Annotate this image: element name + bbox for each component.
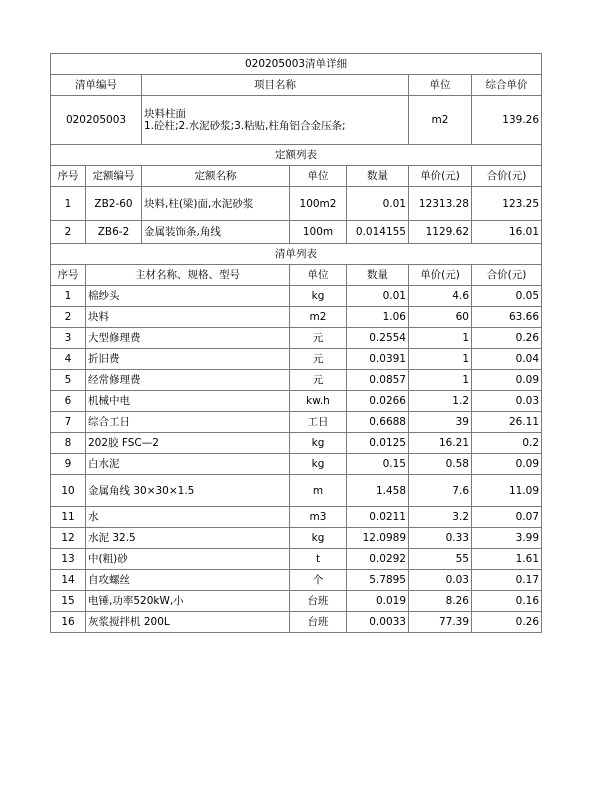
material-qty: 0.0125 [347,433,409,454]
material-row [51,433,542,454]
quota-total: 16.01 [472,221,542,244]
material-name: 202胶 FSC—2 [86,433,290,454]
material-price: 0.58 [409,454,472,475]
material-qty: 0.0033 [347,612,409,633]
material-unit: 元 [290,349,347,370]
material-no: 8 [51,433,86,454]
material-qty: 0.0292 [347,549,409,570]
material-header-total: 合价(元) [472,265,542,286]
material-total: 3.99 [472,528,542,549]
material-name: 灰浆搅拌机 200L [86,612,290,633]
material-row [51,528,542,549]
material-qty: 5.7895 [347,570,409,591]
material-header-name: 主材名称、规格、型号 [86,265,290,286]
material-total: 0.05 [472,286,542,307]
material-qty: 0.15 [347,454,409,475]
material-price: 77.39 [409,612,472,633]
material-unit: 台班 [290,591,347,612]
material-unit: 个 [290,570,347,591]
material-unit: kg [290,286,347,307]
material-no: 3 [51,328,86,349]
material-total: 0.16 [472,591,542,612]
material-qty: 0.0857 [347,370,409,391]
quota-section-title: 定额列表 [51,145,542,166]
quota-name: 金属装饰条,角线 [142,221,290,244]
material-name: 电锤,功率520kW,小 [86,591,290,612]
material-name: 折旧费 [86,349,290,370]
material-no: 2 [51,307,86,328]
material-qty: 0.6688 [347,412,409,433]
material-no: 6 [51,391,86,412]
quota-header-qty: 数量 [347,166,409,187]
material-total: 0.09 [472,370,542,391]
material-name: 水泥 32.5 [86,528,290,549]
material-unit: kg [290,528,347,549]
material-header-no: 序号 [51,265,86,286]
bill-item-name [142,96,409,145]
bill-unit: m2 [409,96,472,145]
material-header-unit: 单位 [290,265,347,286]
quota-unit: 100m2 [290,187,347,221]
material-unit: m3 [290,507,347,528]
material-no: 11 [51,507,86,528]
material-name: 块料 [86,307,290,328]
material-total: 1.61 [472,549,542,570]
material-row [51,591,542,612]
material-qty: 0.0266 [347,391,409,412]
material-price: 1 [409,349,472,370]
material-price: 1 [409,328,472,349]
material-no: 9 [51,454,86,475]
material-qty: 1.06 [347,307,409,328]
material-row [51,349,542,370]
material-qty: 0.01 [347,286,409,307]
material-total: 0.26 [472,328,542,349]
material-unit: kg [290,454,347,475]
material-unit: m [290,475,347,507]
bill-detail-table [50,53,542,633]
material-total: 0.2 [472,433,542,454]
quota-header-unit: 单位 [290,166,347,187]
material-total: 0.07 [472,507,542,528]
page-title: 020205003清单详细 [51,54,542,75]
material-name: 机械中电 [86,391,290,412]
material-name: 中(粗)砂 [86,549,290,570]
material-row [51,370,542,391]
material-no: 13 [51,549,86,570]
material-row [51,612,542,633]
header-item-name: 项目名称 [142,75,409,96]
material-qty: 0.0211 [347,507,409,528]
material-no: 14 [51,570,86,591]
quota-header-no: 序号 [51,166,86,187]
bill-code: 020205003 [51,96,142,145]
material-no: 10 [51,475,86,507]
material-row [51,507,542,528]
quota-header-name: 定额名称 [142,166,290,187]
material-total: 0.04 [472,349,542,370]
material-no: 15 [51,591,86,612]
material-total: 0.17 [472,570,542,591]
quota-header-price: 单价(元) [409,166,472,187]
material-qty: 0.0391 [347,349,409,370]
material-header-row [51,265,542,286]
material-unit: kw.h [290,391,347,412]
quota-total: 123.25 [472,187,542,221]
material-qty: 0.019 [347,591,409,612]
material-price: 0.03 [409,570,472,591]
material-price: 60 [409,307,472,328]
material-name: 经常修理费 [86,370,290,391]
material-no: 4 [51,349,86,370]
material-section-title: 清单列表 [51,244,542,265]
material-price: 7.6 [409,475,472,507]
material-price: 1 [409,370,472,391]
material-row [51,412,542,433]
material-unit: 元 [290,370,347,391]
material-name: 棉纱头 [86,286,290,307]
quota-unit: 100m [290,221,347,244]
material-price: 16.21 [409,433,472,454]
material-name: 大型修理费 [86,328,290,349]
material-no: 16 [51,612,86,633]
material-row [51,307,542,328]
quota-code: ZB2-60 [86,187,142,221]
quota-code: ZB6-2 [86,221,142,244]
bill-item-name-line1: 块料柱面 [144,108,186,120]
material-row [51,454,542,475]
quota-header-row [51,166,542,187]
quota-price: 1129.62 [409,221,472,244]
material-name: 水 [86,507,290,528]
material-price: 4.6 [409,286,472,307]
material-header-price: 单价(元) [409,265,472,286]
quota-header-code: 定额编号 [86,166,142,187]
material-qty: 1.458 [347,475,409,507]
material-total: 0.26 [472,612,542,633]
header-bill-code: 清单编号 [51,75,142,96]
material-total: 11.09 [472,475,542,507]
material-qty: 0.2554 [347,328,409,349]
material-row [51,475,542,507]
quota-price: 12313.28 [409,187,472,221]
header-unit-price: 综合单价 [472,75,542,96]
material-price: 55 [409,549,472,570]
header-unit: 单位 [409,75,472,96]
material-total: 63.66 [472,307,542,328]
material-total: 0.03 [472,391,542,412]
material-price: 3.2 [409,507,472,528]
material-row [51,328,542,349]
quota-header-total: 合价(元) [472,166,542,187]
material-row [51,286,542,307]
material-no: 1 [51,286,86,307]
material-total: 26.11 [472,412,542,433]
quota-no: 1 [51,187,86,221]
material-name: 综合工日 [86,412,290,433]
material-unit: 台班 [290,612,347,633]
material-price: 0.33 [409,528,472,549]
material-row [51,549,542,570]
material-unit: t [290,549,347,570]
material-price: 1.2 [409,391,472,412]
material-unit: 工日 [290,412,347,433]
material-name: 白水泥 [86,454,290,475]
quota-qty: 0.014155 [347,221,409,244]
material-unit: m2 [290,307,347,328]
material-no: 12 [51,528,86,549]
material-no: 5 [51,370,86,391]
material-row [51,391,542,412]
quota-name: 块料,柱(梁)面,水泥砂浆 [142,187,290,221]
quota-qty: 0.01 [347,187,409,221]
bill-price: 139.26 [472,96,542,145]
material-header-qty: 数量 [347,265,409,286]
bill-item-name-line2: 1.砼柱;2.水泥砂浆;3.粘贴,柱角铝合金压条; [144,120,346,132]
quota-no: 2 [51,221,86,244]
quota-row [51,187,542,221]
material-name: 自攻螺丝 [86,570,290,591]
quota-row [51,221,542,244]
material-no: 7 [51,412,86,433]
material-total: 0.09 [472,454,542,475]
material-price: 8.26 [409,591,472,612]
material-unit: kg [290,433,347,454]
material-name: 金属角线 30×30×1.5 [86,475,290,507]
material-row [51,570,542,591]
material-price: 39 [409,412,472,433]
material-qty: 12.0989 [347,528,409,549]
material-unit: 元 [290,328,347,349]
